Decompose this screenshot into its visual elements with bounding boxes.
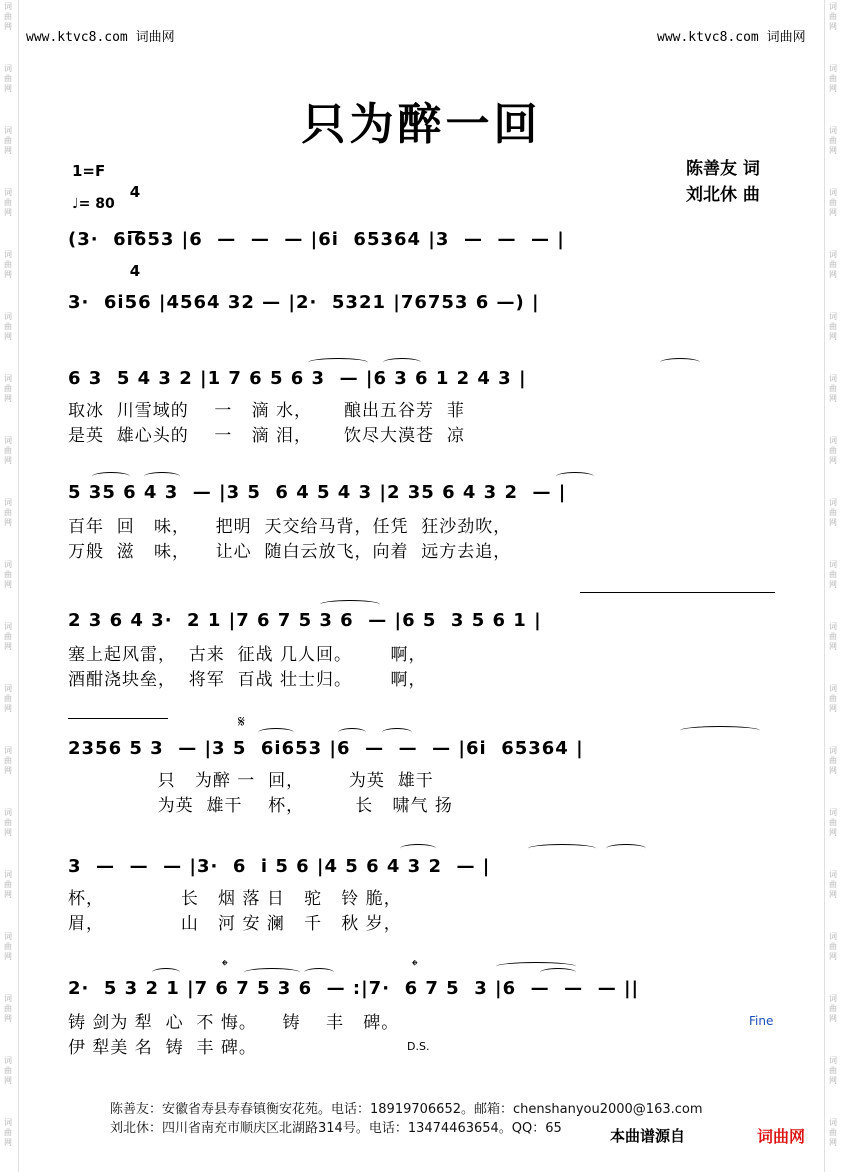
ds-marking: D.S. [407,1040,430,1053]
edge-watermark-text: 词 曲 网 [4,312,12,341]
slur [152,968,180,977]
slur [308,358,368,367]
slur [556,472,594,481]
slur [528,844,596,853]
edge-watermark-text: 词 曲 网 [829,932,837,961]
time-sig-bottom: 4 [129,262,141,280]
edge-watermark-text: 词 曲 网 [4,498,12,527]
lyrics-line-3-verse-1: 取冰 川雪域的 一 滴 水， 酿出五谷芳 菲 [68,401,465,421]
coda-sign-2: 𝄌 [412,956,418,975]
notes-line-3: 6 3 5 4 3 2 |1 7 6 5 6 3 — |6 3 6 1 2 4 3 | [68,368,527,389]
slur [320,600,380,609]
lyricist-credit: 陈善友 词 [686,159,760,179]
notes-line-1: (3· 6i653 |6 — — — |6i 65364 |3 — — — | [68,229,565,250]
edge-watermark-text: 词 曲 网 [4,684,12,713]
edge-watermark-text: 词 曲 网 [4,1056,12,1085]
edge-watermark-text: 词 曲 网 [829,188,837,217]
edge-watermark-text: 词 曲 网 [829,684,837,713]
slur [383,358,421,367]
lyrics-line-5-verse-2: 酒酣浇块垒， 将军 百战 壮士归。 啊， [68,670,427,690]
slur [338,728,366,737]
lyrics-line-6-verse-1: 只 为醉 一 回， 为英 雄干 [68,771,434,791]
coda-sign-1: 𝄌 [222,956,228,975]
edge-watermark-text: 词 曲 网 [829,1118,837,1147]
edge-watermark-text: 词 曲 网 [4,2,12,31]
lyrics-line-4-verse-1: 百年 回 味， 把明 天交给马背，任凭 狂沙劲吹， [68,517,512,537]
key-signature: 1=F [72,162,106,180]
edge-watermark-text: 词 曲 网 [829,1056,837,1085]
edge-watermark-text: 词 曲 网 [829,436,837,465]
edge-watermark-text: 词 曲 网 [829,994,837,1023]
slur [244,968,300,977]
slur [400,844,436,853]
edge-watermark-text: 词 曲 网 [4,870,12,899]
edge-watermark-text: 词 曲 网 [4,932,12,961]
edge-watermark-text: 词 曲 网 [4,126,12,155]
composer-credit: 刘北休 曲 [686,185,760,205]
composer-contact: 刘北休：四川省南充市顺庆区北湖路314号。电话：13474463654。QQ：65 [110,1121,562,1136]
edge-watermark-text: 词 曲 网 [829,2,837,31]
notes-line-5: 2 3 6 4 3· 2 1 |7 6 7 5 3 6 — |6 5 3 5 6 1 | [68,610,542,631]
time-signature [128,155,142,294]
lyrics-line-4-verse-2: 万般 滋 味， 让心 随白云放飞，向着 远方去追， [68,542,512,562]
lyrics-line-6-verse-2: 为英 雄干 杯， 长 啸气 扬 [68,796,453,816]
song-title: 只为醉一回 [301,99,542,150]
source-label: 本曲谱源自 [610,1127,686,1145]
edge-watermark-text: 词 曲 网 [4,436,12,465]
edge-watermark-text: 词 曲 网 [829,622,837,651]
notes-line-6: 2356 5 3 — |3 5 6i653 |6 — — — |6i 65364 | [68,738,584,759]
edge-watermark-text: 词 曲 网 [4,746,12,775]
site-label-right[interactable]: www.ktvc8.com 词曲网 [657,30,806,45]
edge-watermark-text: 词 曲 网 [829,374,837,403]
edge-watermark-text: 词 曲 网 [4,622,12,651]
edge-watermark-text: 词 曲 网 [829,64,837,93]
notes-line-7: 3 — — — |3· 6 i 5 6 |4 5 6 4 3 2 — | [68,856,491,877]
time-sig-top: 4 [129,183,141,201]
fine-marking: Fine [749,1014,774,1028]
notes-line-8: 2· 5 3 2 1 |7 6 7 5 3 6 — :|7· 6 7 5 3 |6 — — — || [68,978,640,999]
edge-watermark-text: 词 曲 网 [4,1118,12,1147]
tempo-marking: ♩= 80 [72,196,115,212]
slur [144,472,180,481]
notes-line-4: 5 35 6 4 3 — |3 5 6 4 5 4 3 |2 35 6 4 3 2 — | [68,482,567,503]
site-label-left[interactable]: www.ktvc8.com 词曲网 [26,30,175,45]
lyrics-line-8-verse-2: 伊 犁美 名 铸 丰 碑。 [68,1038,257,1058]
lyrics-line-7-verse-1: 杯， 长 烟 落 日 驼 铃 脆， [68,889,402,909]
phrase-slur [68,718,168,727]
edge-watermark-text: 词 曲 网 [4,250,12,279]
lyrics-line-7-verse-2: 眉， 山 河 安 澜 千 秋 岁， [68,914,402,934]
edge-watermark-text: 词 曲 网 [829,870,837,899]
lyricist-contact: 陈善友：安徽省寿县寿春镇衡安花苑。电话：18919706652。邮箱：chenshanyou2000@163.com [110,1102,703,1117]
slur [382,728,412,737]
edge-watermark-text: 词 曲 网 [829,126,837,155]
lyrics-line-5-verse-1: 塞上起风雷， 古来 征战 几人回。 啊， [68,645,427,665]
slur [304,968,334,977]
left-watermark-strip [0,0,19,1172]
lyrics-line-3-verse-2: 是英 雄心头的 一 滴 泪， 饮尽大漠苍 凉 [68,426,465,446]
notes-line-2: 3· 6i56 |4564 32 — |2· 5321 |76753 6 —) | [68,292,540,313]
slur [680,726,760,735]
edge-watermark-text: 词 曲 网 [829,250,837,279]
phrase-slur [580,592,775,601]
site-logo-text[interactable]: 词曲网 [757,1127,806,1146]
edge-watermark-text: 词 曲 网 [829,808,837,837]
edge-watermark-text: 词 曲 网 [829,312,837,341]
edge-watermark-text: 词 曲 网 [829,498,837,527]
edge-watermark-text: 词 曲 网 [4,374,12,403]
slur [606,844,646,853]
edge-watermark-text: 词 曲 网 [829,746,837,775]
segno-sign: 𝄋 [238,712,245,731]
edge-watermark-text: 词 曲 网 [4,64,12,93]
edge-watermark-text: 词 曲 网 [4,994,12,1023]
edge-watermark-text: 词 曲 网 [4,560,12,589]
edge-watermark-text: 词 曲 网 [829,560,837,589]
slur [660,358,700,367]
right-watermark-strip [824,0,843,1172]
slur [258,728,294,737]
edge-watermark-text: 词 曲 网 [4,188,12,217]
edge-watermark-text: 词 曲 网 [4,808,12,837]
slur [540,968,576,977]
lyrics-line-8-verse-1: 铸 剑为 犁 心 不 悔。 铸 丰 碑。 [68,1013,400,1033]
slur [92,472,130,481]
